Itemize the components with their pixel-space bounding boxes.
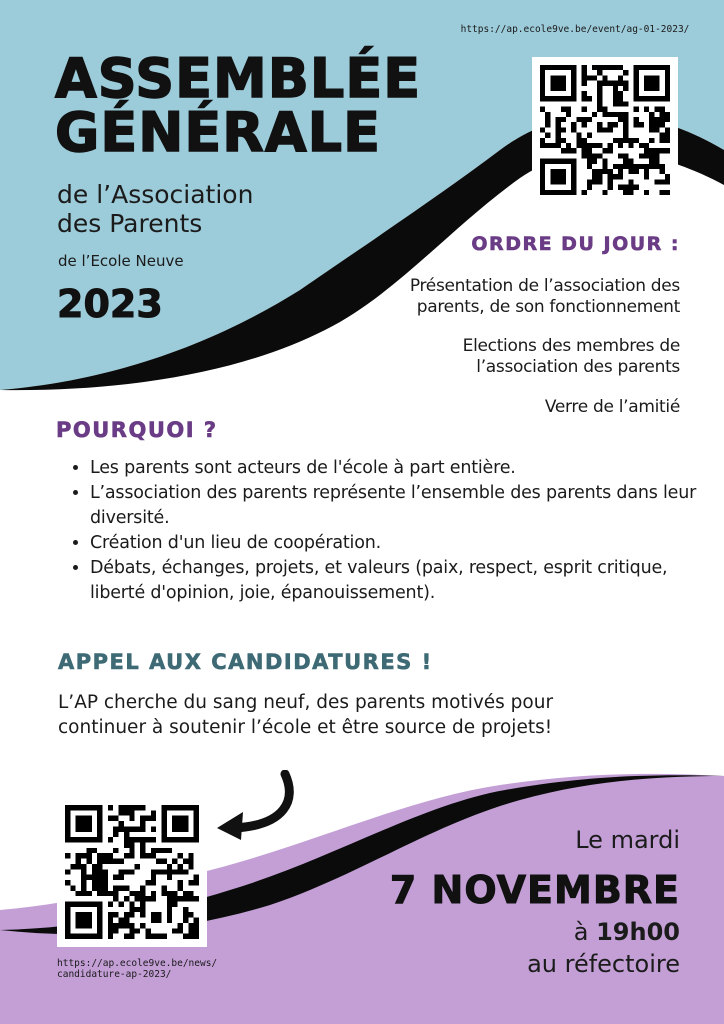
url-line: https://ap.ecole9ve.be/news/ [57, 958, 218, 969]
list-item: • Création d'un lieu de coopération. [90, 531, 710, 556]
page-title [55, 47, 475, 164]
agenda-item [300, 276, 680, 318]
time-value: 19h00 [596, 918, 680, 946]
candidature-url[interactable] [57, 958, 257, 980]
reasons-list [68, 456, 710, 606]
url-line: candidature-ap-2023/ [57, 969, 172, 980]
list-item: • Les parents sont acteurs de l'école à part entière. [90, 456, 710, 481]
qr-code-icon [65, 805, 199, 939]
pourquoi-title: POURQUOI ? [56, 418, 218, 442]
appel-text: L’AP cherche du sang neuf, des parents motivés pour continuer à soutenir l’école et être source de projets! [58, 692, 554, 738]
title-line-1: ASSEMBLÉE [55, 47, 422, 110]
curved-arrow-icon [205, 770, 300, 840]
time-prefix: à [573, 918, 597, 946]
qr-code-event[interactable] [532, 57, 678, 203]
agenda-item-line: parents, de son fonctionnement [416, 297, 680, 317]
event-time [440, 918, 680, 946]
event-day: Le mardi [575, 826, 680, 854]
agenda-item-line: Verre de l’amitié [544, 397, 680, 417]
title-line-2: GÉNÉRALE [55, 101, 381, 164]
qr-code-icon [540, 65, 670, 195]
year: 2023 [57, 282, 163, 326]
agenda-item-line: Elections des membres de [462, 336, 680, 356]
school-name: de l’Ecole Neuve [58, 252, 184, 270]
event-place: au réfectoire [527, 950, 680, 978]
subtitle [57, 180, 253, 238]
list-item: • Débats, échanges, projets, et valeurs (paix, respect, esprit critique, liberté d'opinion, joie, épanouissement). [90, 556, 710, 606]
agenda-item [300, 397, 680, 418]
subtitle-line-1: de l’Association [57, 180, 254, 209]
qr-code-candidature[interactable] [57, 797, 207, 947]
agenda-item-line: Présentation de l’association des [409, 276, 680, 296]
event-date: 7 NOVEMBRE [389, 868, 680, 912]
agenda-title: ORDRE DU JOUR : [471, 233, 680, 255]
agenda-item [300, 336, 680, 378]
list-item: • L’association des parents représente l’ensemble des parents dans leur diversité. [90, 481, 710, 531]
subtitle-line-2: des Parents [57, 209, 203, 238]
event-url[interactable]: https://ap.ecole9ve.be/event/ag-01-2023/ [460, 24, 690, 35]
appel-title: APPEL AUX CANDIDATURES ! [58, 650, 433, 674]
agenda-item-line: l’association des parents [476, 357, 680, 377]
